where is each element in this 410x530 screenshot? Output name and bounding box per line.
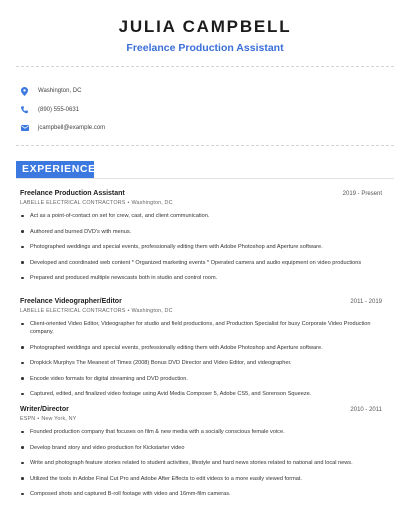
list-item: Write and photograph feature stories related to student activities, lifestyle and hard news stories related to national and local news. xyxy=(20,459,382,467)
list-item: Act as a point-of-contact on set for crew, cast, and client communication. xyxy=(20,212,382,220)
job-entry xyxy=(20,190,382,290)
job-company-line: ESPN • New York, NY xyxy=(20,416,77,422)
candidate-title: Freelance Production Assistant xyxy=(126,42,284,54)
list-item: Founded production company that focuses on film & new media with a socially conscious female voice. xyxy=(20,428,382,436)
contact-location xyxy=(20,82,105,101)
job-dates: 2019 - Present xyxy=(342,191,382,197)
list-item: Client-oriented Video Editor, Videographer for studio and field productions, and Production Specialist for busy Corporate Video Production company. xyxy=(20,320,382,336)
job-company: LABELLE ELECTRICAL CONTRACTORS xyxy=(20,308,126,314)
job-bullets xyxy=(20,320,382,398)
job-title: Freelance Production Assistant xyxy=(20,190,125,197)
list-item: Composed shots and captured B-roll footage with video and 16mm-film cameras. xyxy=(20,490,382,498)
job-dates: 2010 - 2011 xyxy=(350,407,382,413)
list-item: Utilized the tools in Adobe Final Cut Pro and Adobe After Effects to edit videos to a more easily viewed format. xyxy=(20,475,382,483)
contact-email-text: jcampbell@example.com xyxy=(38,125,106,132)
job-entry xyxy=(20,298,382,406)
job-title: Freelance Videographer/Editor xyxy=(20,298,122,305)
phone-icon xyxy=(20,104,29,115)
job-company-line: LABELLE ELECTRICAL CONTRACTORS • Washington, DC xyxy=(20,308,173,314)
contact-phone xyxy=(20,101,105,120)
location-pin-icon xyxy=(20,86,29,97)
list-item: Captured, edited, and finalized video footage using Avid Media Composer 5, Adobe CS5, and Sorenson Squeeze. xyxy=(20,390,382,398)
contact-divider xyxy=(16,145,394,146)
contact-location-text: Washington, DC xyxy=(38,88,82,95)
email-icon xyxy=(20,123,29,134)
list-item: Photographed weddings and special events, professionally editing them with Adobe Photoshop and Aperture software. xyxy=(20,243,382,251)
list-item: Developed and coordinated web content * Organized marketing events * Operated camera and audio equipment on video productions xyxy=(20,259,382,267)
experience-rule xyxy=(16,178,394,179)
experience-heading: EXPERIENCE xyxy=(16,161,94,178)
job-bullets xyxy=(20,212,382,282)
job-company-line: LABELLE ELECTRICAL CONTRACTORS • Washington, DC xyxy=(20,200,173,206)
list-item: Develop brand story and video production for Kickstarter video xyxy=(20,444,382,452)
header-divider xyxy=(16,66,394,67)
job-location: Washington, DC xyxy=(131,308,173,314)
list-item: Prepared and produced multiple newscasts both in studio and control room. xyxy=(20,274,382,282)
job-entry xyxy=(20,406,382,506)
contact-phone-text: (890) 555-0631 xyxy=(38,106,80,113)
job-dates: 2011 - 2019 xyxy=(350,299,382,305)
contact-email xyxy=(20,119,105,138)
resume-header xyxy=(0,16,410,55)
job-bullets xyxy=(20,428,382,498)
job-company: ESPN xyxy=(20,416,36,422)
job-location: Washington, DC xyxy=(131,200,173,206)
list-item: Encode video formats for digital streaming and DVD production. xyxy=(20,375,382,383)
contact-list xyxy=(20,82,105,138)
job-company: LABELLE ELECTRICAL CONTRACTORS xyxy=(20,200,126,206)
job-location: New York, NY xyxy=(41,416,77,422)
list-item: Authored and burned DVD's with menus. xyxy=(20,228,382,236)
list-item: Dropkick Murphys The Meanest of Times (2008) Bonus DVD Director and Video Editor, and videographer. xyxy=(20,359,382,367)
list-item: Photographed weddings and special events, professionally editing them with Adobe Photoshop and Aperture software. xyxy=(20,344,382,352)
candidate-name: JULIA CAMPBELL xyxy=(118,17,292,36)
job-title: Writer/Director xyxy=(20,406,69,413)
